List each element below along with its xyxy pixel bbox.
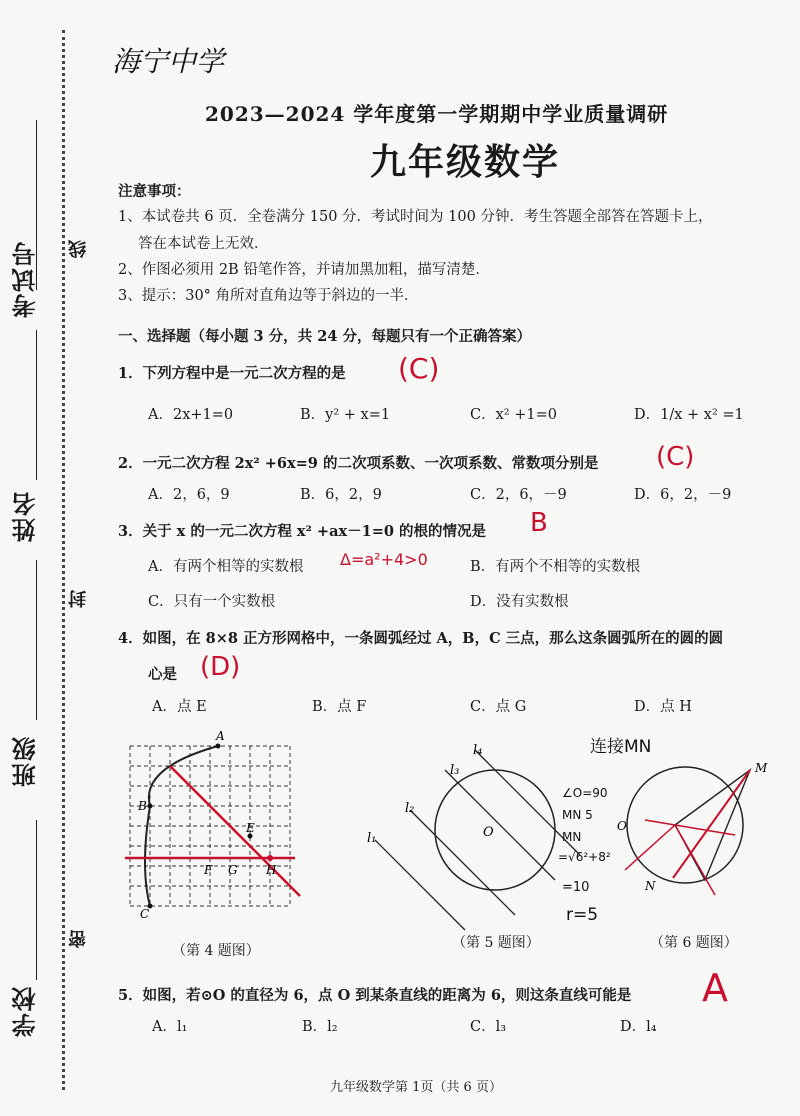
q2-option-a: A．2，6，9 <box>148 487 230 503</box>
q3-option-d: D．没有实数根 <box>470 594 569 610</box>
q4-option-a: A．点 E <box>152 699 207 715</box>
q1-option-c: C．x² +1=0 <box>470 407 557 423</box>
figure-4-label-c: C <box>140 907 150 921</box>
section-heading: 一、选择题（每小题 3 分，共 24 分，每题只有一个正确答案） <box>118 328 531 345</box>
q5-option-c: C．l₃ <box>470 1019 507 1035</box>
q3-option-b: B．有两个不相等的实数根 <box>470 559 641 575</box>
q3-option-c: C．只有一个实数根 <box>148 594 276 610</box>
figure-4-label-h: H <box>266 863 277 877</box>
figure-5-line-l2 <box>410 810 515 915</box>
figure-5-label-l1: l₁ <box>367 831 377 846</box>
figure-5-line-l3 <box>445 770 555 880</box>
figure-6-note-1: 连接MN <box>590 737 652 757</box>
q1-option-b: B．y² + x=1 <box>300 407 391 423</box>
exam-title: 2023—2024 学年度第一学期期中学业质量调研 <box>205 102 669 126</box>
figure-6-note-6: =10 <box>562 880 590 895</box>
q4-handwritten-answer: (D) <box>200 652 241 682</box>
q2-stem: 2．一元二次方程 2x² +6x=9 的二次项系数、一次项系数、常数项分别是 <box>118 455 599 472</box>
q1-handwritten-answer: (C) <box>398 352 440 385</box>
page-footer: 九年级数学第 1页（共 6 页） <box>330 1080 502 1095</box>
q2-option-c: C．2，6，－9 <box>470 487 567 503</box>
exam-no-label: 考试号 <box>11 240 40 318</box>
figure-4-label-a: A <box>216 729 225 743</box>
figure-5-label-l2: l₂ <box>405 801 415 816</box>
seal-secret-char: 密 <box>68 930 89 948</box>
handwritten-school-name: 海宁中学 <box>112 45 225 78</box>
q2-option-b: B．6，2，9 <box>300 487 382 503</box>
figure-5-label-l3: l₃ <box>450 763 460 778</box>
q5-stem: 5．如图，若⊙O 的直径为 6，点 O 到某条直线的距离为 6，则这条直线可能是 <box>118 987 632 1004</box>
q2-option-d: D．6，2，－9 <box>634 487 732 503</box>
figure-4-caption: （第 4 题图） <box>172 943 260 959</box>
class-line <box>36 560 37 720</box>
figure-6-label-m: M <box>755 761 768 775</box>
q4-stem-cont: 心是 <box>148 666 177 683</box>
figure-6-circle <box>615 750 768 900</box>
figure-6-note-7: r=5 <box>566 905 599 925</box>
q4-option-b: B．点 F <box>312 699 367 715</box>
notes-item-1: 1、本试卷共 6 页．全卷满分 150 分．考试时间为 100 分钟．考生答题全部答在答题卡上， <box>118 209 713 225</box>
figure-6-label-n: N <box>645 879 656 893</box>
q1-option-a: A．2x+1=0 <box>148 407 234 423</box>
school-line <box>36 820 37 980</box>
q5-option-d: D．l₄ <box>620 1019 657 1035</box>
figure-4-label-e: E <box>246 821 255 835</box>
figure-4-label-g: G <box>228 863 238 877</box>
q1-option-d: D．1/x + x² =1 <box>634 407 744 423</box>
notes-item-2: 2、作图必须用 2B 铅笔作答，并请加黑加粗，描写清楚． <box>118 262 490 278</box>
notes-item-3: 3、提示：30° 角所对直角边等于斜边的一半． <box>118 288 419 304</box>
exam-subtitle: 九年级数学 <box>370 141 561 183</box>
school-label: 学校 <box>11 985 40 1037</box>
figure-4-label-f: F <box>204 863 213 877</box>
q3-stem: 3．关于 x 的一元二次方程 x² +ax－1=0 的根的情况是 <box>118 523 486 540</box>
figure-6-note-5: =√6²+8² <box>558 850 611 864</box>
q4-stem: 4．如图，在 8×8 正方形网格中，一条圆弧经过 A，B，C 三点，那么这条圆弧所在的圆的圆 <box>118 630 724 647</box>
q4-option-d: D．点 H <box>634 699 692 715</box>
figure-5-line-l1 <box>375 840 465 930</box>
figure-6-note-2: ∠O=90 <box>562 786 608 800</box>
notes-item-1-cont: 答在本试卷上无效． <box>138 236 269 252</box>
q4-option-c: C．点 G <box>470 699 527 715</box>
figure-6-caption: （第 6 题图） <box>650 935 738 951</box>
class-label: 班级 <box>11 735 40 787</box>
figure-6-label-o: O <box>617 819 627 833</box>
name-label: 姓名 <box>11 490 40 542</box>
figure-5-caption: （第 5 题图） <box>452 935 540 951</box>
q5-option-b: B．l₂ <box>302 1019 338 1035</box>
q3-handwritten-note: Δ=a²+4>0 <box>340 550 428 569</box>
q5-handwritten-answer: A <box>702 966 728 1010</box>
name-line <box>36 330 37 480</box>
q1-stem: 1．下列方程中是一元二次方程的是 <box>118 365 346 382</box>
notes-heading: 注意事项： <box>118 183 191 200</box>
q3-option-a: A．有两个相等的实数根 <box>148 559 304 575</box>
figure-6-note-3: MN 5 <box>562 808 593 822</box>
figure-4-label-b: B <box>138 799 147 813</box>
seal-line-char: 线 <box>68 240 89 258</box>
binding-dotted-line <box>62 30 65 1090</box>
figure-4-grid <box>120 728 310 928</box>
figure-5-label-l4: l₄ <box>473 743 483 758</box>
figure-6-note-4: MN <box>562 830 582 844</box>
figure-5-circle <box>435 770 555 890</box>
q3-handwritten-answer: B <box>530 508 548 538</box>
q5-option-a: A．l₁ <box>152 1019 188 1035</box>
figure-5-circle-lines <box>355 740 585 930</box>
seal-seal-char: 封 <box>68 590 89 608</box>
figure-5-label-o: O <box>483 825 494 840</box>
q2-handwritten-answer: (C) <box>656 442 695 472</box>
